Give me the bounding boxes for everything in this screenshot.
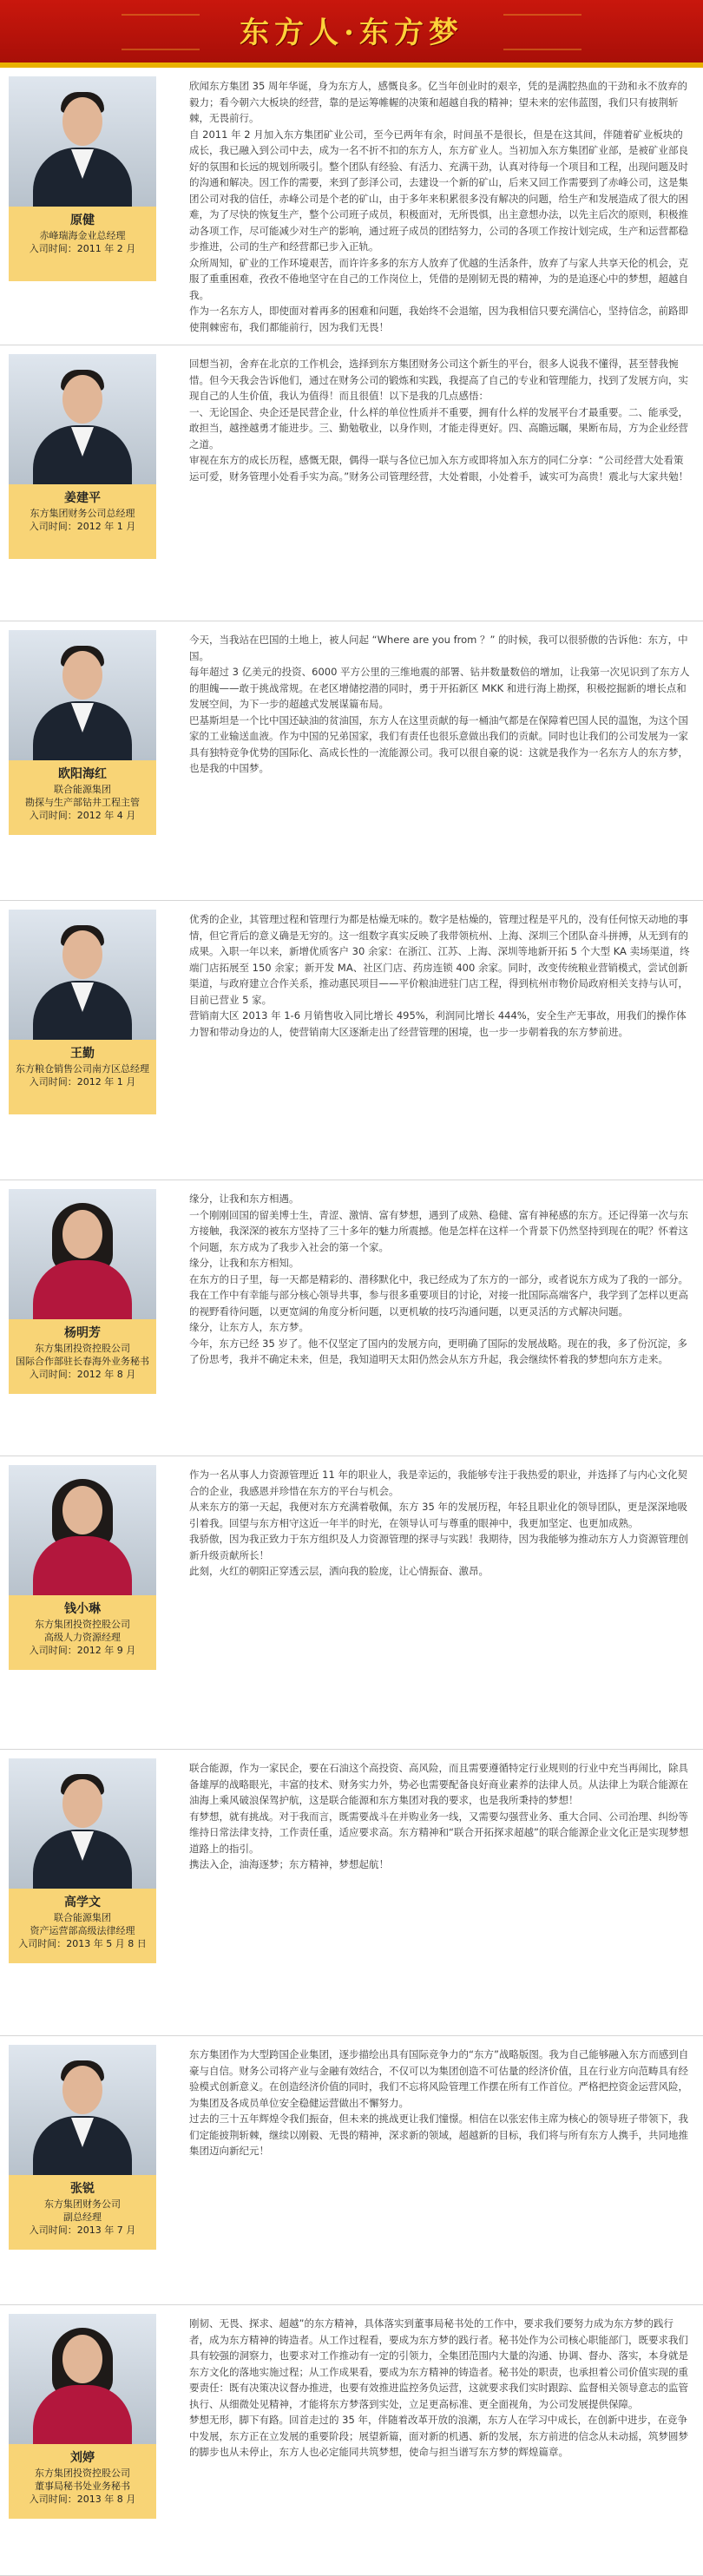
join-date: 入司时间：2012 年 4 月 (29, 810, 136, 821)
profile-card (9, 354, 156, 559)
testimonial-text (189, 1760, 693, 1873)
testimonial-paragraph: 梦想无形，脚下有路。回首走过的 35 年，伴随着改革开放的浪潮，东方人在学习中成长，在创新中进步，在竞争中发展，东方正在立发展的重要阶段；展望新篇，面对新的机遇、新的发展，东方前进的信念从未动摇，筑梦圆梦的脚步也从未停止，东方人也必定能同共筑梦想，使命与担当谱写东方梦的辉煌篇章。 (189, 2414, 688, 2458)
join-date: 入司时间：2013 年 5 月 8 日 (18, 1938, 147, 1949)
testimonial-paragraph: 今天，当我站在巴国的土地上，被人问起 “Where are you from ？” 的时候，我可以很骄傲的告诉他：东方，中国。 (189, 634, 688, 662)
person-role: 国际合作部驻长春海外业务秘书 (16, 1356, 149, 1367)
testimonial-text (189, 2047, 693, 2159)
join-date: 入司时间：2012 年 1 月 (29, 521, 136, 532)
testimonial-paragraph: 联合能源，作为一家民企，要在石油这个高投资、高风险，而且需要遵循特定行业规则的行业中充当再闹比，除具备雄厚的战略眼光，丰富的技术、财务实力外，势必也需要配备良好商业素养的法律人员。从法律上为联合能源在油海上乘风破浪保驾护航，这是联合能源和东方集团对我的要求，也是我所秉持的梦想！ (189, 1762, 688, 1806)
join-date: 入司时间：2012 年 8 月 (29, 1369, 136, 1380)
testimonial-paragraph: 缘分，让东方人，东方梦。 (189, 1321, 309, 1333)
person-role: 联合能源集团 (54, 784, 111, 795)
testimonial-entry (0, 1750, 703, 2036)
portrait-photo (9, 2314, 156, 2444)
person-role: 赤峰瑞海金业总经理 (39, 230, 126, 241)
portrait-photo (9, 630, 156, 760)
testimonial-text (189, 356, 693, 484)
testimonial-paragraph: 刚韧、无畏、探求、超越”的东方精神，具体落实到董事局秘书处的工作中，要求我们要努力成为东方梦的践行者，成为东方精神的铸造者。从工作过程看，要成为东方梦的践行者。秘书处作为公司核心职能部门，既要求我们具有较强的洞察力，也要求对工作推动有一定的引领力，全集团范围内大量的沟通、协调、督办、落实，本身就是东方文化的落地实施过程；从工作成果看，要成为东方精神的铸造者。秘书处的职责，也承担着公司价值实现的重要责任：既有决策决议督办推进，也要有效推进监控务负运营，这就要求我们实时跟踪、监督相关领导意志的监管执行、从细微处见精神，才能将东方梦落到实处，立足更高标准、更全面视角，为公司发展提供保障。 (189, 2317, 688, 2410)
testimonial-paragraph: 巴基斯坦是一个比中国还缺油的贫油国，东方人在这里贡献的每一桶油气都是在保障着巴国人民的温饱，为这个国家的工业输送血液。作为中国的兄弟国家，我们有责任也很乐意做出我们的贡献。同时也让我们的公司发展为一家具有独特竞争优势的国际化、高成长性的一流能源公司。我可以很自豪的说：这就是我作为一名东方人的东方梦，也是我的中国梦。 (189, 713, 688, 774)
testimonial-paragraph: 众所周知，矿业的工作环境艰苦，而许许多多的东方人放弃了优越的生活条件，放弃了与家人共享天伦的机会，克服了重重困难，孜孜不倦地坚守在自己的工作岗位上，凭借的是刚韧无畏的精神，为的是追逐心中的梦想，超越自我。 (189, 256, 688, 301)
testimonial-entry (0, 1180, 703, 1456)
profile-card (9, 630, 156, 835)
testimonial-paragraph: 营销南大区 2013 年 1-6 月销售收入同比增长 495%，利润同比增长 444%，安全生产无事故，用我们的操作体力智和带动身边的人，使营销南大区逐渐走出了经营管理的困境，也一步一步朝着我的东方梦前进。 (189, 1009, 687, 1038)
person-role: 东方集团财务公司总经理 (30, 508, 135, 519)
portrait-photo (9, 910, 156, 1040)
testimonial-list (0, 68, 703, 2576)
join-date: 入司时间：2012 年 1 月 (29, 1076, 136, 1088)
testimonial-entry (0, 2036, 703, 2305)
person-role: 副总经理 (63, 2211, 102, 2223)
profile-caption (9, 484, 156, 559)
testimonial-text (189, 1191, 693, 1368)
person-role: 资产运营部高级法律经理 (30, 1925, 135, 1936)
person-name: 刘婷 (70, 2451, 95, 2465)
testimonial-paragraph: 有梦想，就有挑战。对于我而言，既需要战斗在并购业务一线，又需要勾强营业务、重大合同、公司治理、纠纷等维持日常法律支持，工作责任重，适应要求高。东方精神和“联合开拓探求超越”的联合能源企业文化正是实现梦想道路上的指引。 (189, 1810, 689, 1855)
testimonial-paragraph: 此刻，火红的朝阳正穿透云层，洒向我的脸庞，让心情振奋、激昂。 (189, 1565, 489, 1577)
portrait-photo (9, 2045, 156, 2175)
testimonial-paragraph: 缘分，让我和东方相遇。 (189, 1193, 299, 1205)
person-name: 钱小琳 (64, 1602, 101, 1616)
testimonial-paragraph: 在东方的日子里，每一天都是精彩的、潜移默化中，我已经成为了东方的一部分，或者说东方成为了我的一部分。我在工作中有幸能与部分核心领导共事，参与很多重要项目的讨论，对接一批国际高端客户，我学到了怎样以更高的视野看待问题，以更宽阔的角度分析问题，以更机敏的技巧沟通问题，以更灵活的方式解决问题。 (189, 1272, 688, 1318)
profile-caption (9, 760, 156, 835)
profile-card (9, 2045, 156, 2250)
profile-caption (9, 1595, 156, 1670)
testimonial-paragraph: 自 2011 年 2 月加入东方集团矿业公司，至今已两年有余，时间虽不是很长，但是在这其间，伴随着矿业板块的成长，我已融入到公司中去，成为一名不折不扣的东方人，东方矿业人。当初加入东方集团矿业部，是被矿业部良好的氛围和长远的规划所吸引。整个团队有经验、有活力、充满干劲，认真对待每一个项目和工程，出现问题及时的沟通和解决。因工作的需要，来到了彭泽公司，去建设一个新的矿山，后来又回工作需要到了赤峰公司，这是集团公司对我的信任，赤峰公司是个老的矿山，由于多年来积累很多没有解决的问题，给生产和发展造成了很大的困难，为了尽快的恢复生产，整个公司班子成员，积极面对，无所畏惧，出主意想办法，以先主后次的原则，积极推动各项工作，尽可能减少对生产的影响，通过班子成员的团结努力，公司的各项工作按计划完成，生产和运营都稳步推进，公司的生产和经营都已步入正轨。 (189, 128, 688, 253)
profile-caption (9, 1040, 156, 1114)
portrait-photo (9, 1189, 156, 1319)
profile-card (9, 1465, 156, 1670)
profile-card (9, 76, 156, 281)
profile-card (9, 910, 156, 1114)
testimonial-text (189, 1467, 693, 1580)
testimonial-paragraph: 欣闻东方集团 35 周年华诞，身为东方人，感慨良多。亿当年创业时的艰辛，凭的是满腔热血的干劲和永不放弃的毅力；看今朝六大板块的经营，靠的是运筹帷幄的决策和超越自我的精神；望未来的宏伟蓝图，我们只有披荆斩棘，无畏前行。 (189, 80, 687, 124)
page-title: 东方人·东方梦 (240, 16, 463, 50)
testimonial-paragraph: 优秀的企业，其管理过程和管理行为都是枯燥无味的。数字是枯燥的，管理过程是平凡的，没有任何惊天动地的事情，但它背后的意义确是无穷的。这一组数字真实反映了我带领杭州、上海、深圳三个团队奋斗拼搏，从无到有的成果。入职一年以来，新增优质客户 30 余家：在浙江、江苏、上海、深圳等地新开拓 5 个大型 KA 卖场渠道，终端门店拓展至 150 余家；新开发 MA、社区门店、药房连锁 400 余家。同时，改变传统粮业营销模式，尝试创新渠道，与政府建立合作关系，推动惠民项目——平价粮油进驻门店工程，得到杭州市物价局政府相关支持与认可，目前已营业 5 家。 (189, 913, 690, 1006)
person-name: 杨明芳 (64, 1326, 101, 1340)
join-date: 入司时间：2013 年 8 月 (29, 2494, 136, 2505)
join-date: 入司时间：2012 年 9 月 (29, 1645, 136, 1656)
profile-caption (9, 207, 156, 281)
testimonial-entry (0, 1456, 703, 1750)
testimonial-entry (0, 901, 703, 1180)
testimonial-paragraph: 今年，东方已经 35 岁了。他不仅坚定了国内的发展方向，更明确了国际的发展战略。现在的我，多了份沉淀，多了份思考，我并不确定未来，但是，我知道明天太阳仍然会从东方升起，我会继续怀着我的梦想向东方走来。 (189, 1337, 687, 1365)
profile-card (9, 1189, 156, 1394)
testimonial-paragraph: 携法入企，油海逐梦；东方精神，梦想起航！ (189, 1858, 389, 1870)
testimonial-text (189, 2316, 693, 2461)
testimonial-paragraph: 缘分，让我和东方相知。 (189, 1257, 299, 1269)
profile-caption (9, 1319, 156, 1394)
person-name: 高学文 (64, 1896, 101, 1909)
profile-card (9, 1758, 156, 1963)
testimonial-entry (0, 345, 703, 621)
testimonial-paragraph: 一、无论国企、央企还是民营企业，什么样的单位性质并不重要，拥有什么样的发展平台才最重要。二、能承受，敢担当，越挫越勇才能进步。三、勤勉敬业，以身作则，才能走得更好。四、高瞻远瞩，果断布局，方为企业经营之道。 (189, 405, 688, 450)
person-name: 王勤 (70, 1047, 95, 1061)
person-role: 东方集团投资控股公司 (35, 2468, 130, 2479)
profile-card (9, 2314, 156, 2519)
portrait-photo (9, 354, 156, 484)
person-name: 欧阳海红 (58, 767, 107, 781)
person-role: 东方集团投资控股公司 (35, 1619, 130, 1630)
testimonial-paragraph: 过去的三十五年辉煌令我们振奋，但未来的挑战更让我们憧憬。相信在以张宏伟主席为核心的领导班子带领下，我们定能披荆斩棘，继续以刚毅、无畏的精神，深求新的领域，超越新的目标，我们将与所有东方人携手，共同地推集团迈向新纪元！ (189, 2113, 688, 2157)
testimonial-paragraph: 我骄傲，因为我正致力于东方组织及人力资源管理的探寻与实践！我期待，因为我能够为推动东方人力资源管理创新升级贡献所长！ (189, 1533, 688, 1561)
testimonial-paragraph: 每年超过 3 亿美元的投资、6000 平方公里的三维地震的部署、钻井数量数倍的增加，让我第一次见识到了东方人的胆魄——敢于挑战常规。在老区增储挖潜的同时，勇于开拓新区 MKK 和进行海上勘探，积极挖掘新的增长点和发展空间，为下一步的超越式发展谋篇布局。 (189, 666, 690, 710)
testimonial-text (189, 632, 693, 777)
person-role: 高级人力资源经理 (44, 1632, 121, 1643)
testimonial-paragraph: 一个刚刚回国的留美博士生，青涩、激情、富有梦想，遇到了成熟、稳健、富有神秘感的东方。还记得第一次与东方接触，我深深的被东方坚持了三十多年的魅力所震撼。他是怎样在这样一个背景下仍然坚持到现在的呢？怀着这个问题，东方成为了我步入社会的第一个家。 (189, 1208, 688, 1253)
person-role: 东方集团投资控股公司 (35, 1343, 130, 1354)
person-role: 勘探与生产部钻井工程主管 (25, 797, 140, 808)
join-date: 入司时间：2013 年 7 月 (29, 2224, 136, 2236)
person-name: 姜建平 (64, 491, 101, 505)
person-name: 原健 (70, 214, 95, 227)
testimonial-entry (0, 2305, 703, 2576)
join-date: 入司时间：2011 年 2 月 (29, 243, 136, 254)
testimonial-entry (0, 68, 703, 345)
portrait-photo (9, 1465, 156, 1595)
testimonial-entry (0, 621, 703, 901)
testimonial-paragraph: 作为一名从事人力资源管理近 11 年的职业人，我是幸运的，我能够专注于我热爱的职业，并选择了与内心文化契合的企业，我感恩并珍惜在东方的平台与机会。 (189, 1469, 687, 1497)
person-role: 董事局秘书处业务秘书 (35, 2481, 130, 2492)
testimonial-text (189, 911, 693, 1040)
person-name: 张锐 (70, 2182, 95, 2196)
person-role: 东方粮仓销售公司南方区总经理 (16, 1063, 149, 1074)
testimonial-paragraph: 从来东方的第一天起，我便对东方充满着敬佩，东方 35 年的发展历程，年轻且职业化的领导团队，更是深深地吸引着我。回望与东方相守这近一年半的时光，在领导认可与尊重的眼神中，我更加坚定、也更加成熟。 (189, 1501, 687, 1529)
testimonial-paragraph: 东方集团作为大型跨国企业集团，逐步描绘出具有国际竞争力的“东方”战略版图。我为自己能够融入东方而感到自豪与自信。财务公司将产业与金融有效结合，不仅可以为集团创造不可估量的经济价值，且在行业方向范畴具有经验模式创新意义。在创造经济价值的同时，我们不忘将风险管理工作摆在所有工作首位。严格把控资金运营风险，为集团及各成员单位安全稳健运营做出不懈努力。 (189, 2048, 689, 2109)
testimonial-text (189, 78, 693, 335)
header-banner (0, 0, 703, 68)
testimonial-paragraph: 回想当初，舍弃在北京的工作机会，选择到东方集团财务公司这个新生的平台，很多人说我不懂得，甚至替我惋惜。但今天我会告诉他们，通过在财务公司的锻炼和实践，我提高了自己的专业和管理能力，找到了发展方向，实现自己的人生价值，我认为值得！而且很值！以下是我的几点感悟： (189, 358, 688, 402)
profile-caption (9, 1889, 156, 1963)
portrait-photo (9, 76, 156, 207)
testimonial-paragraph: 审视在东方的成长历程，感慨无限，偶得一联与各位已加入东方或即将加入东方的同仁分享：“公司经营大处看策运可爱，财务管理小处看手实为高。”财务公司管理经营，大处着眼，小处着手，诚实可为高贵！震北与大家共勉！ (189, 454, 689, 483)
profile-caption (9, 2444, 156, 2519)
portrait-photo (9, 1758, 156, 1889)
profile-caption (9, 2175, 156, 2250)
person-role: 联合能源集团 (54, 1912, 111, 1923)
person-role: 东方集团财务公司 (44, 2198, 121, 2210)
testimonial-paragraph: 作为一名东方人，即使面对着再多的困难和问题，我始终不会退缩，因为我相信只要充满信心，坚持信念，前路即使荆棘密布，我们都能前行，因为我们无畏！ (189, 305, 688, 333)
